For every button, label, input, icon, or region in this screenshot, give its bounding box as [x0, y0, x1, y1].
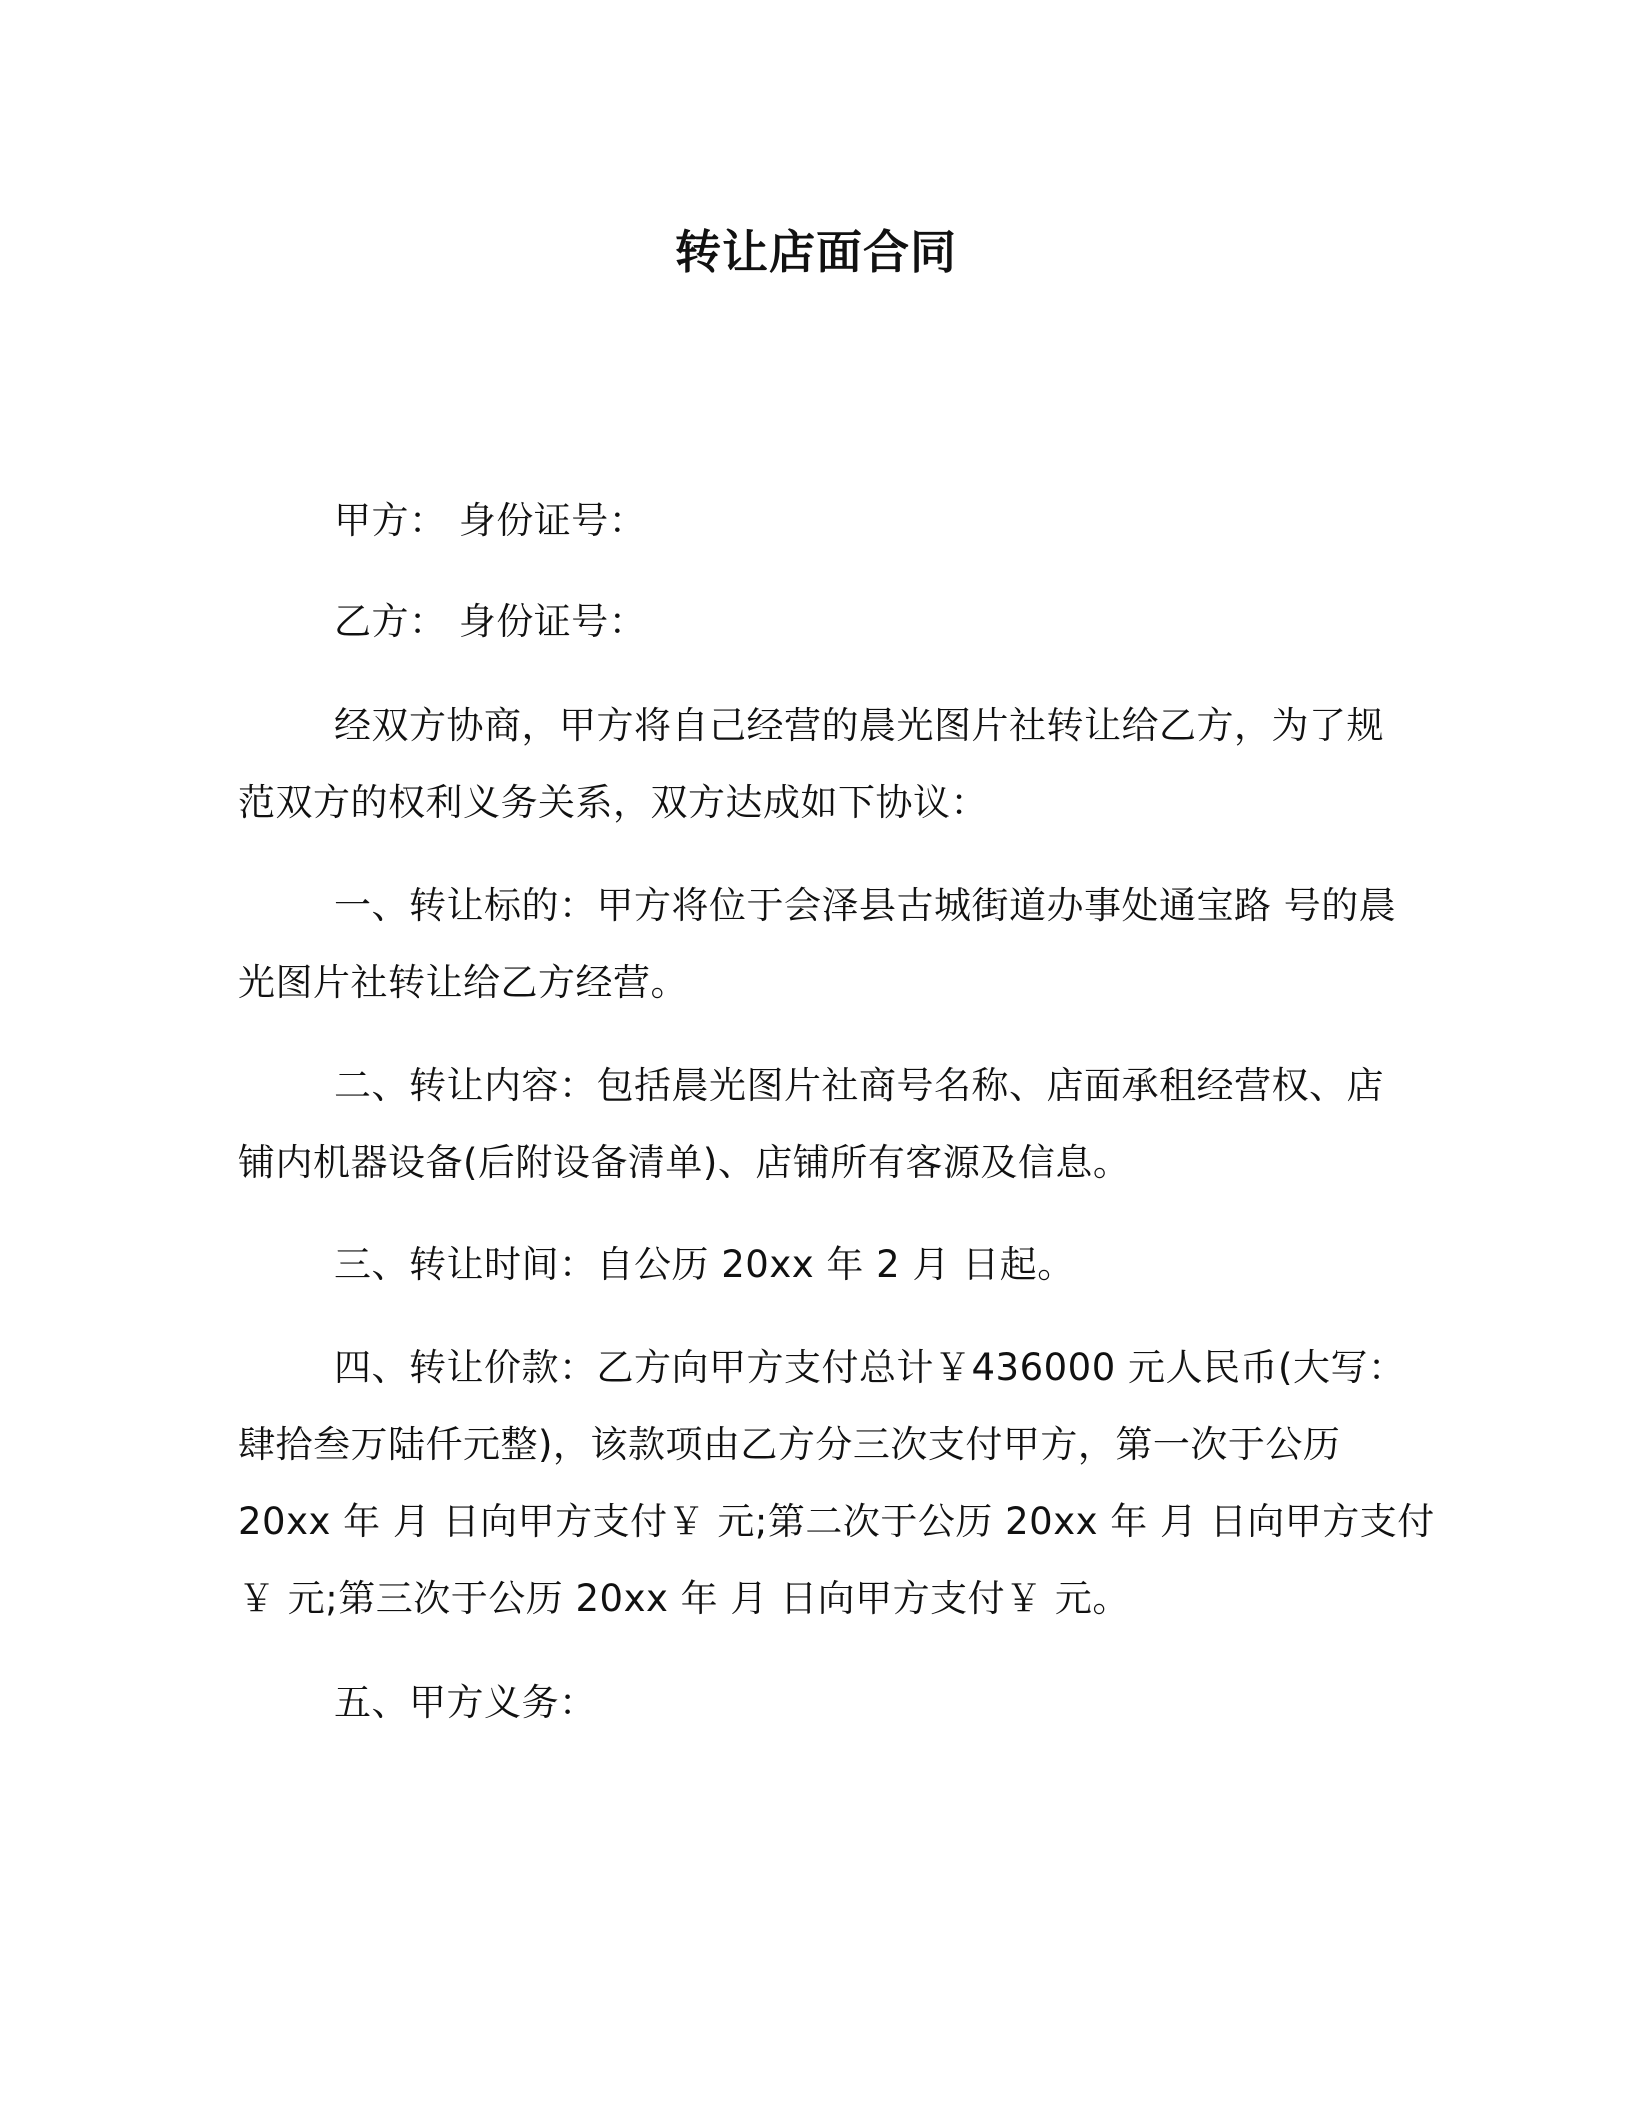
clause-1-line-2: 光图片社转让给乙方经营。: [238, 961, 688, 1004]
clause-4-line-2: 肆拾叁万陆仟元整)，该款项由乙方分三次支付甲方，第一次于公历: [238, 1423, 1341, 1466]
clause-3-line-1: 三、转让时间：自公历 20xx 年 2 月 日起。: [334, 1243, 1075, 1286]
clause-5-line-1: 五、甲方义务：: [334, 1681, 597, 1724]
party-b-text: 乙方： 身份证号：: [334, 600, 647, 643]
clause-1-paragraph: [238, 867, 1398, 1021]
clause-3-paragraph: [238, 1226, 1398, 1303]
clause-2-line-1: 二、转让内容：包括晨光图片社商号名称、店面承租经营权、店: [334, 1064, 1384, 1107]
clause-4-line-4: ￥ 元;第三次于公历 20xx 年 月 日向甲方支付￥ 元。: [238, 1577, 1130, 1620]
clause-2-paragraph: [238, 1047, 1398, 1201]
intro-line-1: 经双方协商，甲方将自己经营的晨光图片社转让给乙方，为了规: [334, 704, 1384, 747]
clause-1-line-1: 一、转让标的：甲方将位于会泽县古城街道办事处通宝路 号的晨: [334, 884, 1397, 927]
intro-line-2: 范双方的权利义务关系，双方达成如下协议：: [238, 781, 988, 824]
document-title: 转让店面合同: [675, 225, 957, 279]
party-a-line: [238, 482, 1398, 559]
clause-2-line-2: 铺内机器设备(后附设备清单)、店铺所有客源及信息。: [238, 1141, 1131, 1184]
clause-4-line-1: 四、转让价款：乙方向甲方支付总计￥436000 元人民币(大写：: [334, 1346, 1406, 1389]
clause-5-paragraph: [238, 1664, 1398, 1741]
clause-4-line-3: 20xx 年 月 日向甲方支付￥ 元;第二次于公历 20xx 年 月 日向甲方支付: [238, 1500, 1435, 1543]
clause-4-paragraph: [238, 1329, 1435, 1637]
intro-paragraph: [238, 687, 1398, 841]
party-b-line: [238, 583, 1398, 660]
party-a-text: 甲方： 身份证号：: [334, 499, 647, 542]
